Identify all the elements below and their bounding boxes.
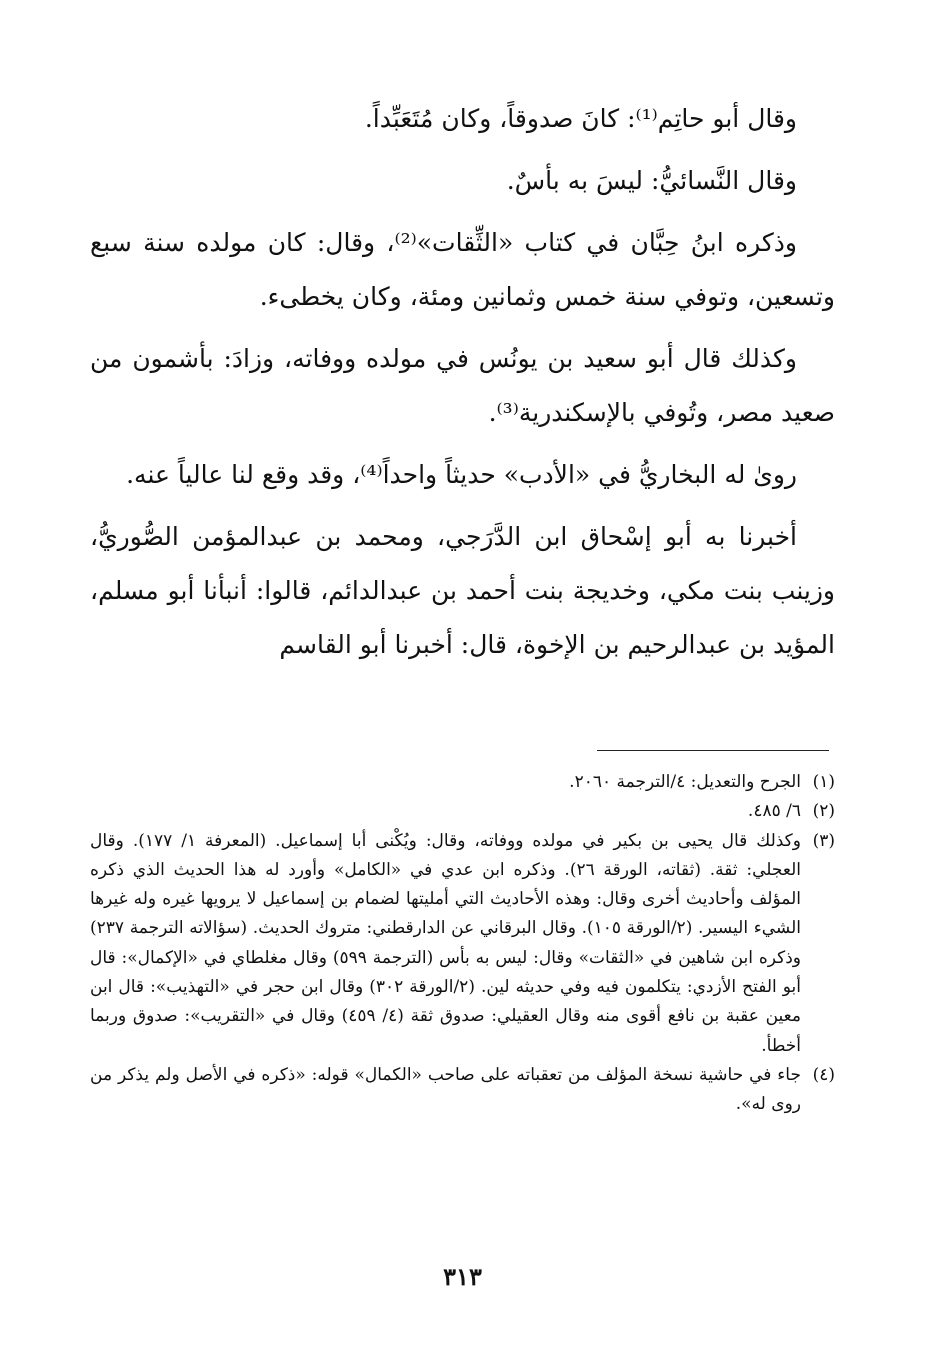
footnotes [90,768,835,1120]
footnote-number: (٣) [812,830,835,851]
footnote-text: الجرح والتعديل: ٤/الترجمة ٢٠٦٠. [569,772,801,792]
footnote-text: وكذلك قال يحيى بن بكير في مولده ووفاته، وقال: ويُكْنى أبا إسماعيل. (المعرفة ١/ ١٧٧). وقال العجلي: ثقة. (ثقاته، الورقة ٢٦). وذكره ابن عدي في «الكامل» وأورد له هذا الحديث الذي ذكره المؤلف وأحاديث أخرى وقال: وهذه الأحاديث التي أمليتها لضمام بن إسماعيل لا يرويها غيره وله غيرها الشيء اليسير. (٢/الورقة ١٠٥). وقال البرقاني عن الدارقطني: متروك الحديث. (سؤالاته الترجمة ٢٣٧) وذكره ابن شاهين في «الثقات» وقال: ليس به بأس (الترجمة ٥٩٩) وقال مغلطاي في «الإكمال»: قال أبو الفتح الأزدي: يتكلمون فيه وفي حديثه لين. (٢/الورقة ٣٠٢) وقال ابن حجر في «التهذيب»: قال ابن معين عقبة بن نافع أقوى منه وقال العقيلي: صدوق ثقة (٤/ ٤٥٩) وقال في «التقريب»: صدوق وربما أخطأ. [90,830,801,1056]
footnote-2 [90,797,835,826]
paragraph-isnad: أخبرنا به أبو إسْحاق ابن الدَّرَجي، ومحمد بن عبدالمؤمن الصُّوريُّ، وزينب بنت مكي، وخديجة بنت أحمد بن عبدالدائم، قالوا: أنبأنا أبو مسلم، المؤيد بن عبدالرحيم بن الإخوة، قال: أخبرنا أبو القاسم [90,522,835,659]
paragraph-abu-hatim: وقال أبو حاتِم⁽¹⁾: كانَ صدوقاً، وكان مُتَعَبِّداً. [364,104,797,133]
footnote-number: (٤) [812,1064,835,1085]
page-number: ٣١٣ [443,1262,482,1291]
footnote-text: ٦/ ٤٨٥. [747,801,801,822]
footnote-number: (٢) [812,801,835,822]
paragraph-bukhari: روىٰ له البخاريُّ في «الأدب» حديثاً واحداً⁽⁴⁾، وقد وقع لنا عالياً عنه. [126,460,797,489]
paragraph-ibn-hibban: وذكره ابنُ حِبَّان في كتاب «الثِّقات»⁽²⁾، وقال: كان مولده سنة سبع وتسعين، وتوفي سنة خمس وثمانين ومئة، وكان يخطىء. [90,228,835,311]
paragraph-ibn-yunus: وكذلك قال أبو سعيد بن يونُس في مولده ووفاته، وزادَ: بأشمون من صعيد مصر، وتُوفي بالإسكندرية⁽³⁾. [90,344,835,427]
footnote-number: (١) [812,772,835,792]
footnote-text: جاء في حاشية نسخة المؤلف من تعقباته على صاحب «الكمال» قوله: «ذكره في الأصل ولم يذكر من روى له». [90,1064,801,1115]
footnote-1 [90,768,835,797]
footnote-3 [90,827,835,1061]
footnote-4 [90,1061,835,1120]
footnote-divider [597,750,829,751]
main-text [90,92,835,672]
paragraph-nasai: وقال النَّسائيُّ: ليسَ به بأسٌ. [506,166,797,195]
